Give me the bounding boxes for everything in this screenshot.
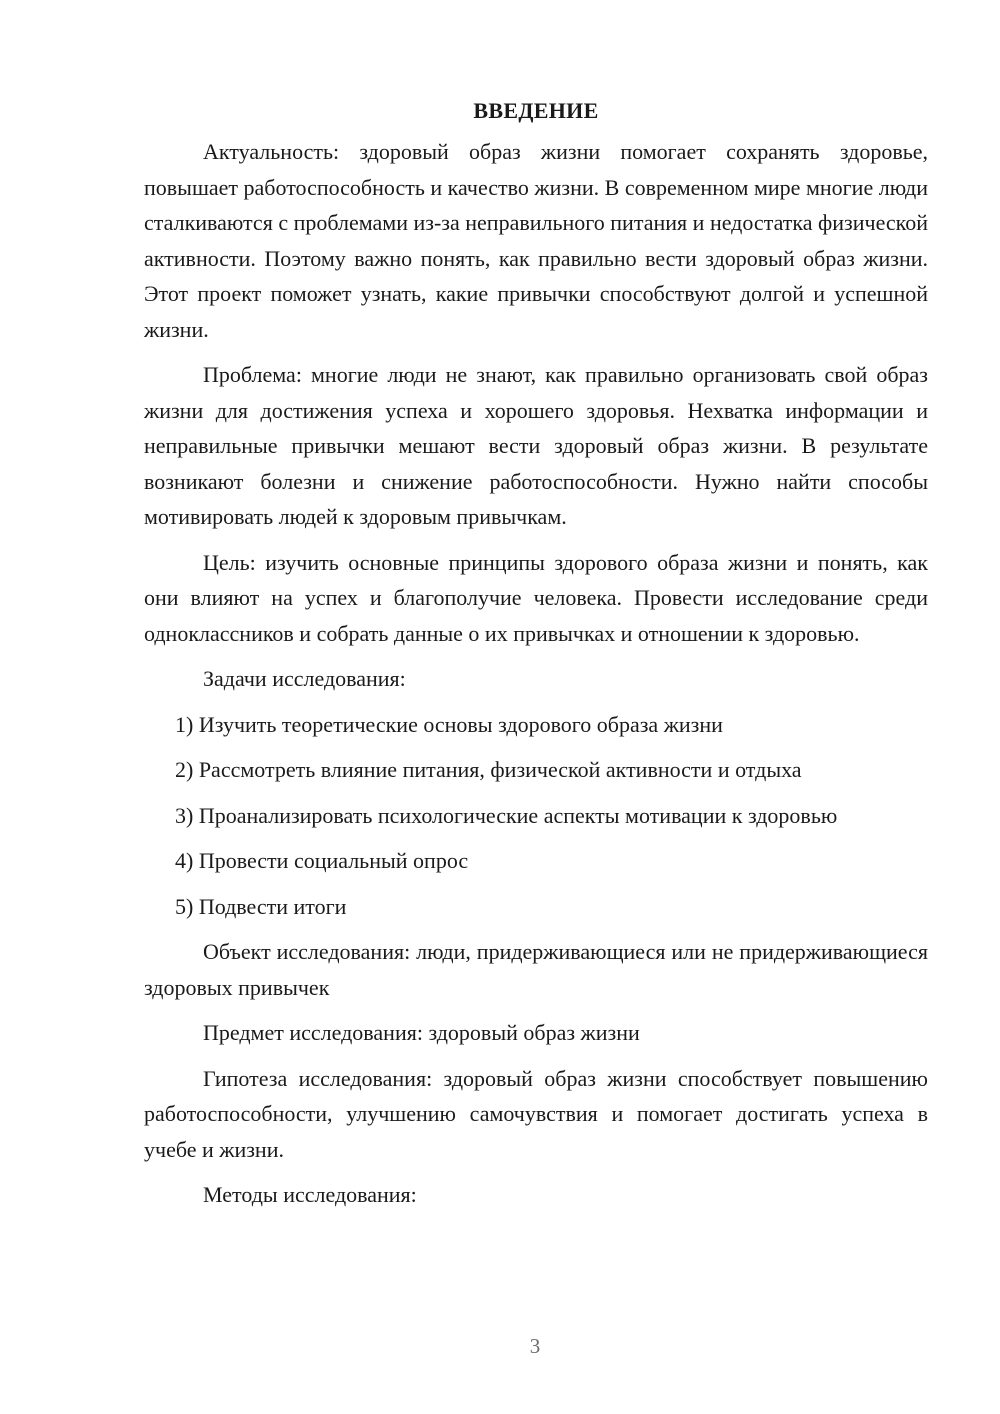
task-item-1: 1) Изучить теоретические основы здорового образа жизни: [175, 711, 723, 737]
object-paragraph: Объект исследования: люди, придерживающиеся или не придерживающиеся здоровых привычек: [144, 939, 928, 1000]
task-item-3: 3) Проанализировать психологические аспекты мотивации к здоровью: [175, 802, 838, 828]
task-item-5: 5) Подвести итоги: [175, 893, 347, 919]
page-number: 3: [529, 1334, 541, 1358]
page-content: [144, 96, 928, 1223]
relevance-paragraph: Актуальность: здоровый образ жизни помогает сохранять здоровье, повышает работоспособность и качество жизни. В современном мире многие люди сталкиваются с проблемами из-за неправильного питания и недостатка физической активности. Поэтому важно понять, как правильно вести здоровый образ жизни. Этот проект поможет узнать, какие привычки способствуют долгой и успешной жизни.: [144, 139, 928, 342]
hypothesis-paragraph: Гипотеза исследования: здоровый образ жизни способствует повышению работоспособности, улучшению самочувствия и помогает достигать успеха в учебе и жизни.: [144, 1065, 928, 1162]
section-heading: ВВЕДЕНИЕ: [473, 98, 599, 123]
task-item-2: 2) Рассмотреть влияние питания, физической активности и отдыха: [175, 757, 802, 782]
tasks-heading: Задачи исследования:: [203, 666, 406, 691]
methods-heading: Методы исследования:: [203, 1182, 417, 1207]
subject-paragraph: Предмет исследования: здоровый образ жизни: [203, 1020, 640, 1045]
task-item-4: 4) Провести социальный опрос: [175, 848, 469, 873]
goal-paragraph: Цель: изучить основные принципы здорового образа жизни и понять, как они влияют на успех и благополучие человека. Провести исследование среди одноклассников и собрать данные о их привычках и отношении к здоровью.: [144, 549, 928, 646]
problem-paragraph: Проблема: многие люди не знают, как правильно организовать свой образ жизни для достижения успеха и хорошего здоровья. Нехватка информации и неправильные привычки мешают вести здоровый образ жизни. В результате возникают болезни и снижение работоспособности. Нужно найти способы мотивировать людей к здоровым привычкам.: [144, 362, 928, 529]
